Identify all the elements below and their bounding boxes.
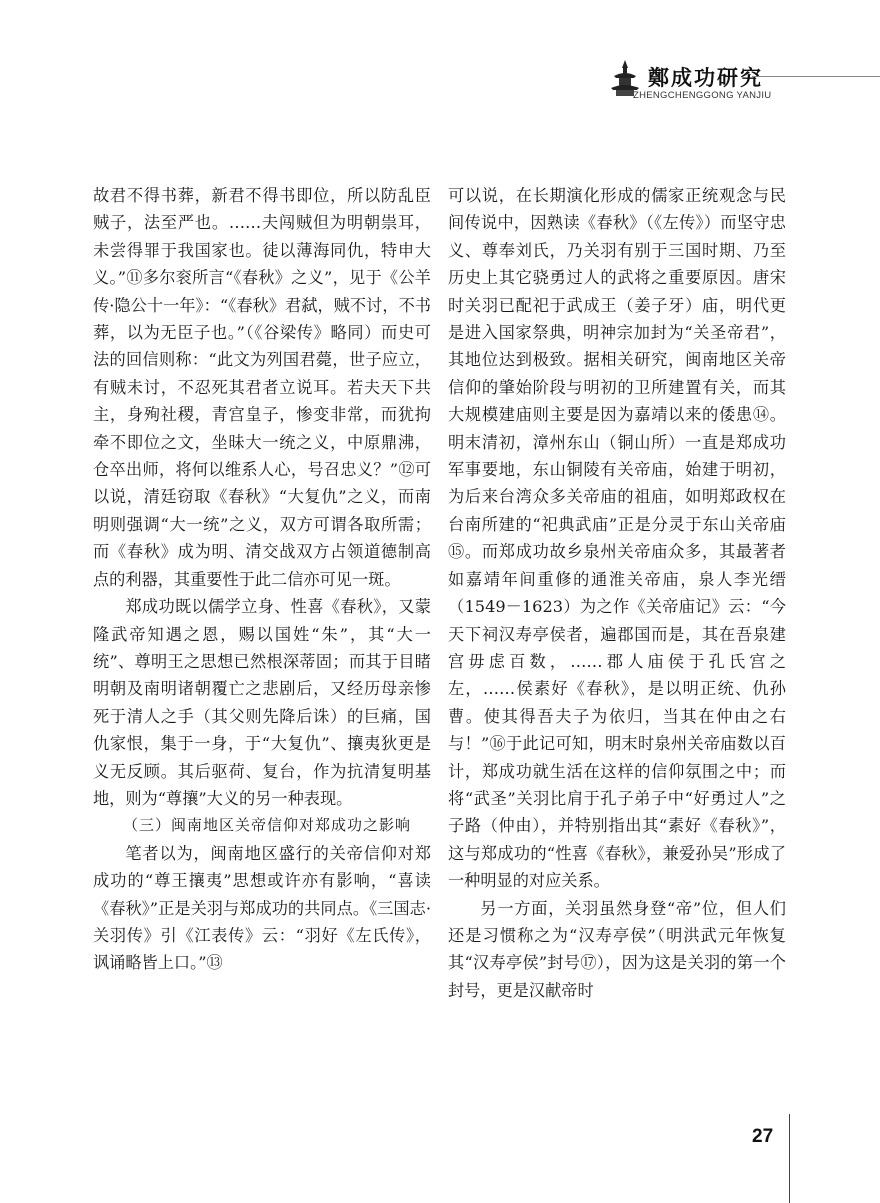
paragraph: 另一方面，关羽虽然身登“帝”位，但人们还是习惯称之为“汉寿亭侯”（明洪武元年恢复其“汉寿亭侯”封号⑰），因为这是关羽的第一个封号，更是汉献帝时 (448, 898, 786, 1000)
paragraph: 郑成功既以儒学立身、性喜《春秋》，又蒙隆武帝知遇之恩，赐以国姓“朱”，其“大一统”、尊明王之思想已然根深蒂固；而其于目睹明朝及南明诸朝覆亡之悲剧后，又经历母亲惨死于清人之手（其父则先降后诛）的巨痛，国仇家恨，集于一身，于“大复仇”、攘夷狄更是义无反顾。其后驱荷、复台，作为抗清复明基地，则为“尊攘”大义的另一种表现。 (93, 597, 431, 808)
journal-header (600, 52, 880, 112)
page-number: 27 (752, 1126, 774, 1147)
footer-rule (789, 1114, 790, 1203)
paragraph: 故君不得书葬，新君不得书即位，所以防乱臣贼子，法至严也。……夫闯贼但为明朝祟耳，未尝得罪于我国家也。徒以薄海同仇，特申大义。”⑪多尔衮所言“《春秋》之义”，见于《公羊传·隐公十一年》：“《春秋》君弑，贼不讨，不书葬，以为无臣子也。”（《谷梁传》略同）而史可法的回信则称：“此文为列国君薨，世子应立，有贼未讨，不忍死其君者立说耳。若夫天下共主，身殉社稷，青宫皇子，惨变非常，而犹拘牵不即位之文，坐昧大一统之义，中原鼎沸，仓卒出师，将何以维系人心，号召忠义？”⑫可以说，清廷窃取《春秋》“大复仇”之义，而南明则强调“大一统”之义，双方可谓各取所需；而《春秋》成为明、清交战双方占领道德制高点的利器，其重要性于此二信亦可见一斑。 (93, 186, 431, 589)
right-column (448, 182, 786, 1004)
journal-title: 鄭成功研究 (648, 66, 763, 90)
paragraph: 笔者以为，闽南地区盛行的关帝信仰对郑成功的“尊王攘夷”思想或许亦有影响，“喜读《春秋》”正是关羽与郑成功的共同点。《三国志·关羽传》引《江表传》云：“羽好《左氏传》，讽诵略皆上口。”⑬ (93, 843, 431, 973)
header-rule (752, 76, 880, 77)
paragraph: 可以说，在长期演化形成的儒家正统观念与民间传说中，因熟读《春秋》（《左传》）而坚守忠义、尊奉刘氏，乃关羽有别于三国时期、乃至历史上其它骁勇过人的武将之重要原因。唐宋时关羽已配祀于武成王（姜子牙）庙，明代更是进入国家祭典，明神宗加封为“关圣帝君”，其地位达到极致。据相关研究，闽南地区关帝信仰的肇始阶段与明初的卫所建置有关，而其大规模建庙则主要是因为嘉靖以来的倭患⑭。明末清初，漳州东山（铜山所）一直是郑成功军事要地，东山铜陵有关帝庙，始建于明初，为后来台湾众多关帝庙的祖庙，如明郑政权在台南所建的“祀典武庙”正是分灵于东山关帝庙⑮。而郑成功故乡泉州关帝庙众多，其最著者如嘉靖年间重修的通淮关帝庙，泉人李光缙（1549－1623）为之作《关帝庙记》云：“今天下祠汉寿亭侯者，遍郡国而是，其在吾泉建宫毋虑百数，……郡人庙侯于孔氏宫之左，……侯素好《春秋》，是以明正统、仇孙曹。使其得吾夫子为依归，当其在仲由之右与！”⑯于此记可知，明末时泉州关帝庙数以百计，郑成功就生活在这样的信仰氛围之中；而将“武圣”关羽比肩于孔子弟子中“好勇过人”之子路（仲由），并特别指出其“素好《春秋》”，这与郑成功的“性喜《春秋》，兼爱孙吴”形成了一种明显的对应关系。 (448, 186, 786, 891)
journal-subtitle: ZHENGCHENGGONG YANJIU (633, 90, 772, 101)
section-heading: （三）闽南地区关帝信仰对郑成功之影响 (123, 816, 412, 835)
left-column (93, 182, 431, 977)
